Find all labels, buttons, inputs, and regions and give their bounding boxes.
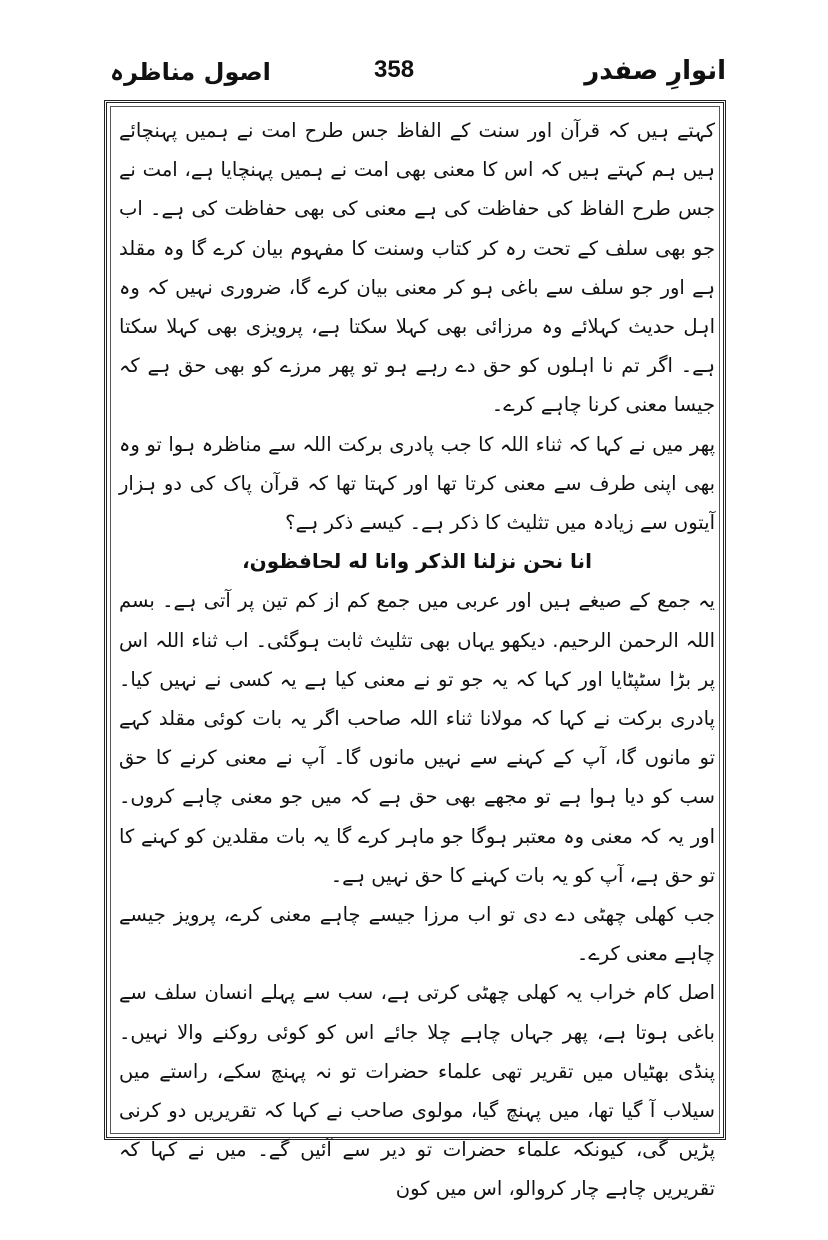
- page-border: [104, 100, 726, 1201]
- quran-verse: انا نحن نزلنا الذکر وانا له لحافظون،: [242, 549, 592, 574]
- page-number: 358: [374, 56, 415, 83]
- chapter-title: اصول مناظرہ: [110, 58, 271, 86]
- paragraph-2: پھر میں نے کہا کہ ثناء اللہ کا جب پادری برکت اللہ سے مناظرہ ہوا تو وہ بھی اپنی طرف سے معنی کرتا تھا اور کہتا تھا کہ قرآن پاک کی دو ہزار آیتوں سے زیادہ میں تثلیث کا ذکر ہے۔ کیسے ذکر ہے؟: [119, 432, 715, 535]
- page-header: [104, 52, 726, 96]
- book-title: انوارِ صفدر: [584, 56, 726, 86]
- body-text: [119, 111, 715, 1209]
- paragraph-3: یہ جمع کے صیغے ہیں اور عربی میں جمع کم از کم تین پر آتی ہے۔ بسم اللہ الرحمن الرحیم. دیکھو یہاں بھی تثلیث ثابت ہوگئی۔ اب ثناء اللہ اس پر بڑا سٹپٹایا اور کہا کہ یہ جو تو نے معنی کیا ہے یہ کسی نے نہیں کیا۔ پادری برکت نے کہا کہ مولانا ثناء اللہ صاحب اگر یہ بات کوئی مقلد کہے تو مانوں گا، آپ کے کہنے سے نہیں مانوں گا۔ آپ نے معنی کرنے کا حق سب کو دیا ہوا ہے تو مجھے بھی حق ہے کہ میں جو معنی چاہے کروں۔ اور یہ کہ معنی وہ معتبر ہوگا جو ماہر کرے گا یہ بات مقلدین کو کہنے کا تو حق ہے، آپ کو یہ بات کہنے کا حق نہیں ہے۔: [119, 589, 715, 887]
- paragraph-1: کہتے ہیں کہ قرآن اور سنت کے الفاظ جس طرح امت نے ہمیں پہنچائے ہیں ہم کہتے ہیں کہ اس کا معنی بھی امت نے ہمیں پہنچایا ہے، امت نے جس طرح الفاظ کی حفاظت کی ہے معنی کی بھی حفاظت کی ہے۔ اب جو بھی سلف کے تحت رہ کر کتاب وسنت کا مفہوم بیان کرے گا وہ مقلد ہے اور جو سلف سے باغی ہو کر معنی بیان کرے گا، ضروری نہیں کہ وہ اہل حدیث کہلائے وہ مرزائی بھی کہلا سکتا ہے، پرویزی بھی کہلا سکتا ہے۔ اگر تم نا اہلوں کو حق دے رہے ہو تو پھر مرزے کو بھی حق ہے کہ جیسا معنی کرنا چاہے کرے۔: [119, 119, 715, 417]
- paragraph-4: جب کھلی چھٹی دے دی تو اب مرزا جیسے چاہے معنی کرے، پرویز جیسے چاہے معنی کرے۔: [119, 903, 715, 966]
- paragraph-5: اصل کام خراب یہ کھلی چھٹی کرتی ہے، سب سے پہلے انسان سلف سے باغی ہوتا ہے، پھر جہاں چاہے چلا جائے اس کو کوئی روکنے والا نہیں۔ پنڈی بھٹیاں میں تقریر تھی علماء حضرات تو نہ پہنچ سکے، راستے میں سیلاب آ گیا تھا، میں پہنچ گیا، مولوی صاحب نے کہا کہ تقریریں دو کرنی پڑیں گی، کیونکہ علماء حضرات تو دیر سے آئیں گے۔ میں نے کہا کہ تقریریں چاہے چار کروالو، اس میں کون: [119, 981, 715, 1201]
